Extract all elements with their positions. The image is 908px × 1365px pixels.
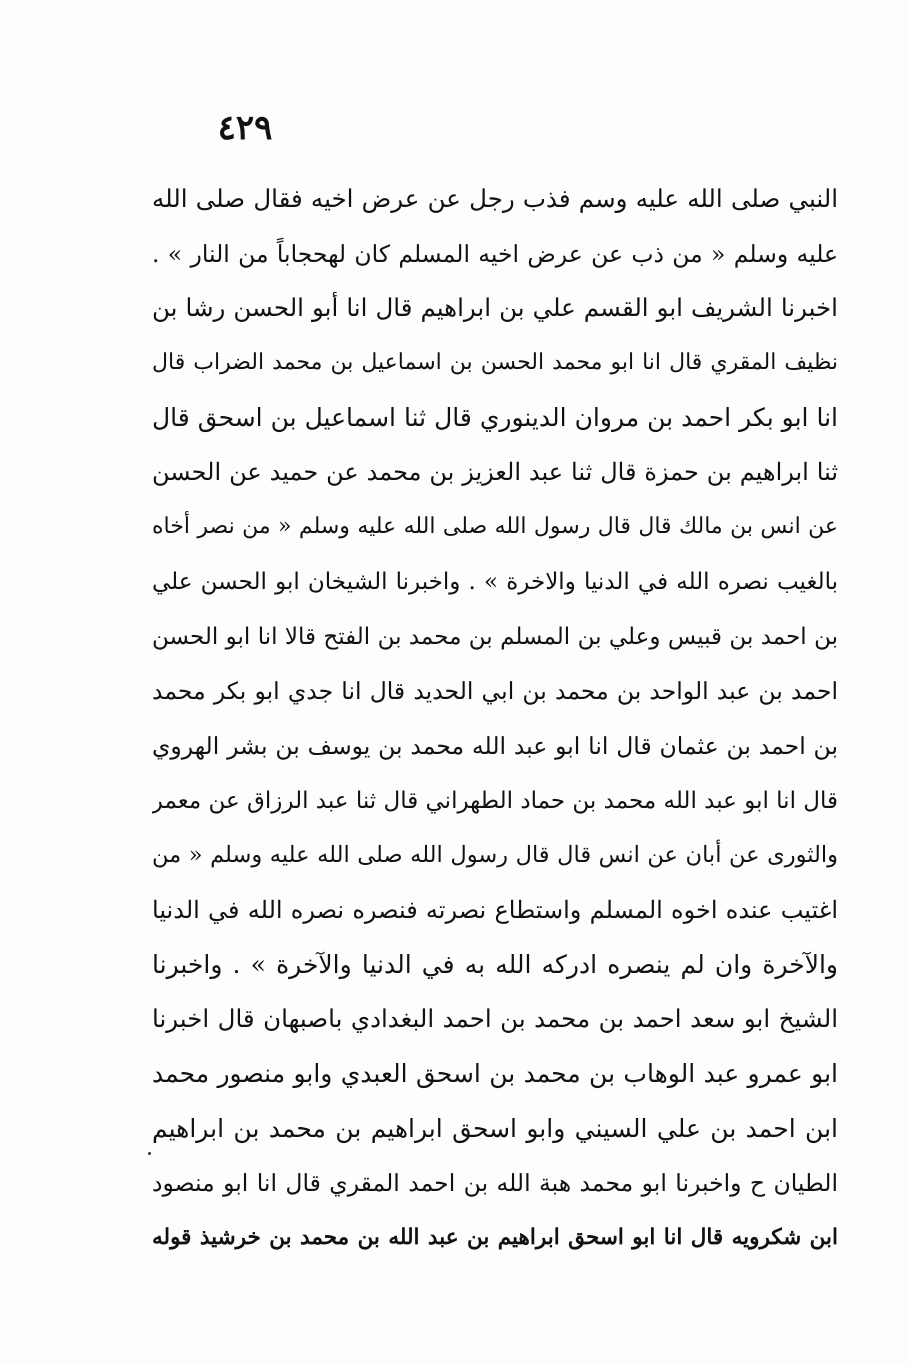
- ink-speck: [148, 1152, 151, 1155]
- text-line: بن احمد بن قبيس وعلي بن المسلم بن محمد بن الفتح قالا انا ابو الحسن: [152, 623, 838, 650]
- text-line: اخبرنا الشريف ابو القسم علي بن ابراهيم قال انا أبو الحسن رشا بن: [152, 293, 838, 323]
- text-line: ابن احمد بن علي السيني وابو اسحق ابراهيم بن محمد بن ابراهيم: [152, 1113, 838, 1143]
- text-line: بن احمد بن عثمان قال انا ابو عبد الله محمد بن يوسف بن بشر الهروي: [152, 731, 838, 760]
- text-line: ثنا ابراهيم بن حمزة قال ثنا عبد العزيز بن محمد عن حميد عن الحسن: [152, 458, 838, 487]
- text-line: قال انا ابو عبد الله محمد بن حماد الطهراني قال ثنا عبد الرزاق عن معمر: [152, 787, 838, 814]
- text-line: والآخرة وان لم ينصره ادركه الله به في الدنيا والآخرة » . واخبرنا: [152, 949, 838, 979]
- text-line: اغتيب عنده اخوه المسلم واستطاع نصرته فنصره نصره الله في الدنيا: [152, 895, 838, 924]
- text-line: ابن شكرويه قال انا ابو اسحق ابراهيم بن عبد الله بن محمد بن خرشيذ قوله: [152, 1225, 838, 1251]
- text-line: ابو عمرو عبد الوهاب بن محمد بن اسحق العبدي وابو منصور محمد: [152, 1059, 838, 1088]
- text-line: والثورى عن أبان عن انس قال قال رسول الله صلى الله عليه وسلم « من: [152, 842, 838, 869]
- text-line: عليه وسلم « من ذب عن عرض اخيه المسلم كان لهحجاباً من النار » .: [152, 239, 838, 268]
- text-line: عن انس بن مالك قال قال رسول الله صلى الله عليه وسلم « من نصر أخاه: [152, 514, 838, 540]
- text-body: [152, 172, 838, 1266]
- text-line: نظيف المقري قال انا ابو محمد الحسن بن اسماعيل بن محمد الضراب قال: [152, 350, 838, 376]
- text-line: انا ابو بكر احمد بن مروان الدينوري قال ثنا اسماعيل بن اسحق قال: [152, 402, 838, 432]
- page-number: ٤٢٩: [217, 108, 273, 148]
- text-line: الطيان ح واخبرنا ابو محمد هبة الله بن احمد المقري قال انا ابو منصود: [152, 1169, 838, 1198]
- text-line: الشيخ ابو سعد احمد بن محمد بن احمد البغدادي باصبهان قال اخبرنا: [152, 1004, 838, 1034]
- text-line: احمد بن عبد الواحد بن محمد بن ابي الحديد قال انا جدي ابو بكر محمد: [152, 677, 838, 706]
- text-line: النبي صلى الله عليه وسم فذب رجل عن عرض اخيه فقال صلى الله: [152, 184, 838, 213]
- text-line: بالغيب نصره الله في الدنيا والاخرة » . واخبرنا الشيخان ابو الحسن علي: [152, 568, 838, 595]
